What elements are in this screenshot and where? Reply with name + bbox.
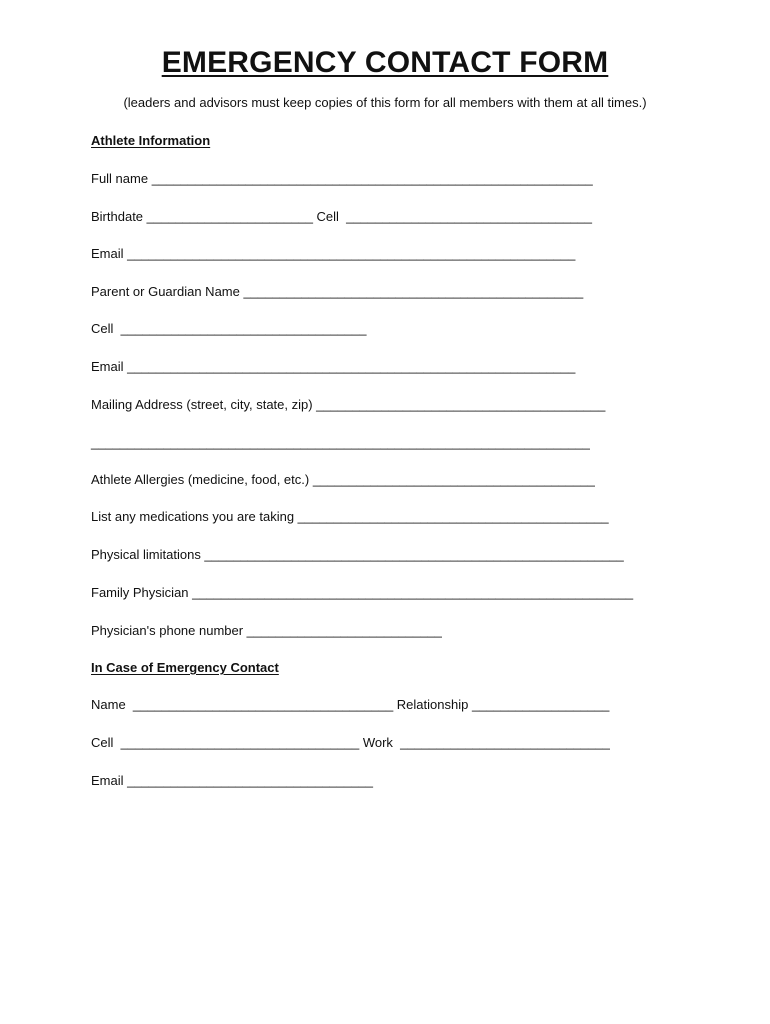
- physical-limitations-field[interactable]: Physical limitations __________________________________________________________: [91, 547, 624, 562]
- birthdate-cell-field[interactable]: Birthdate _______________________ Cell __________________________________: [91, 209, 592, 224]
- form-title: EMERGENCY CONTACT FORM: [161, 46, 609, 79]
- parent-guardian-name-field[interactable]: Parent or Guardian Name _______________________________________________: [91, 284, 584, 299]
- guardian-email-field[interactable]: Email ______________________________________________________________: [91, 359, 576, 374]
- emergency-email-field[interactable]: Email __________________________________: [91, 773, 373, 788]
- mailing-address-line-2[interactable]: _____________________________________________________________________: [91, 435, 590, 450]
- emergency-contact-heading: In Case of Emergency Contact: [91, 660, 279, 675]
- form-subtitle: (leaders and advisors must keep copies of this form for all members with them at all times.): [123, 95, 647, 110]
- emergency-cell-work-field[interactable]: Cell _________________________________ Work _____________________________: [91, 735, 610, 750]
- athlete-information-heading: Athlete Information: [91, 133, 211, 148]
- full-name-field[interactable]: Full name _____________________________________________________________: [91, 171, 593, 186]
- emergency-name-relationship-field[interactable]: Name ____________________________________ Relationship ___________________: [91, 697, 610, 712]
- medications-field[interactable]: List any medications you are taking ___________________________________________: [91, 509, 609, 524]
- mailing-address-field[interactable]: Mailing Address (street, city, state, zip) ________________________________________: [91, 397, 606, 412]
- guardian-cell-field[interactable]: Cell __________________________________: [91, 321, 367, 336]
- athlete-allergies-field[interactable]: Athlete Allergies (medicine, food, etc.) _______________________________________: [91, 472, 595, 487]
- email-field[interactable]: Email ______________________________________________________________: [91, 246, 576, 261]
- family-physician-field[interactable]: Family Physician _____________________________________________________________: [91, 585, 634, 600]
- physician-phone-field[interactable]: Physician's phone number ___________________________: [91, 623, 442, 638]
